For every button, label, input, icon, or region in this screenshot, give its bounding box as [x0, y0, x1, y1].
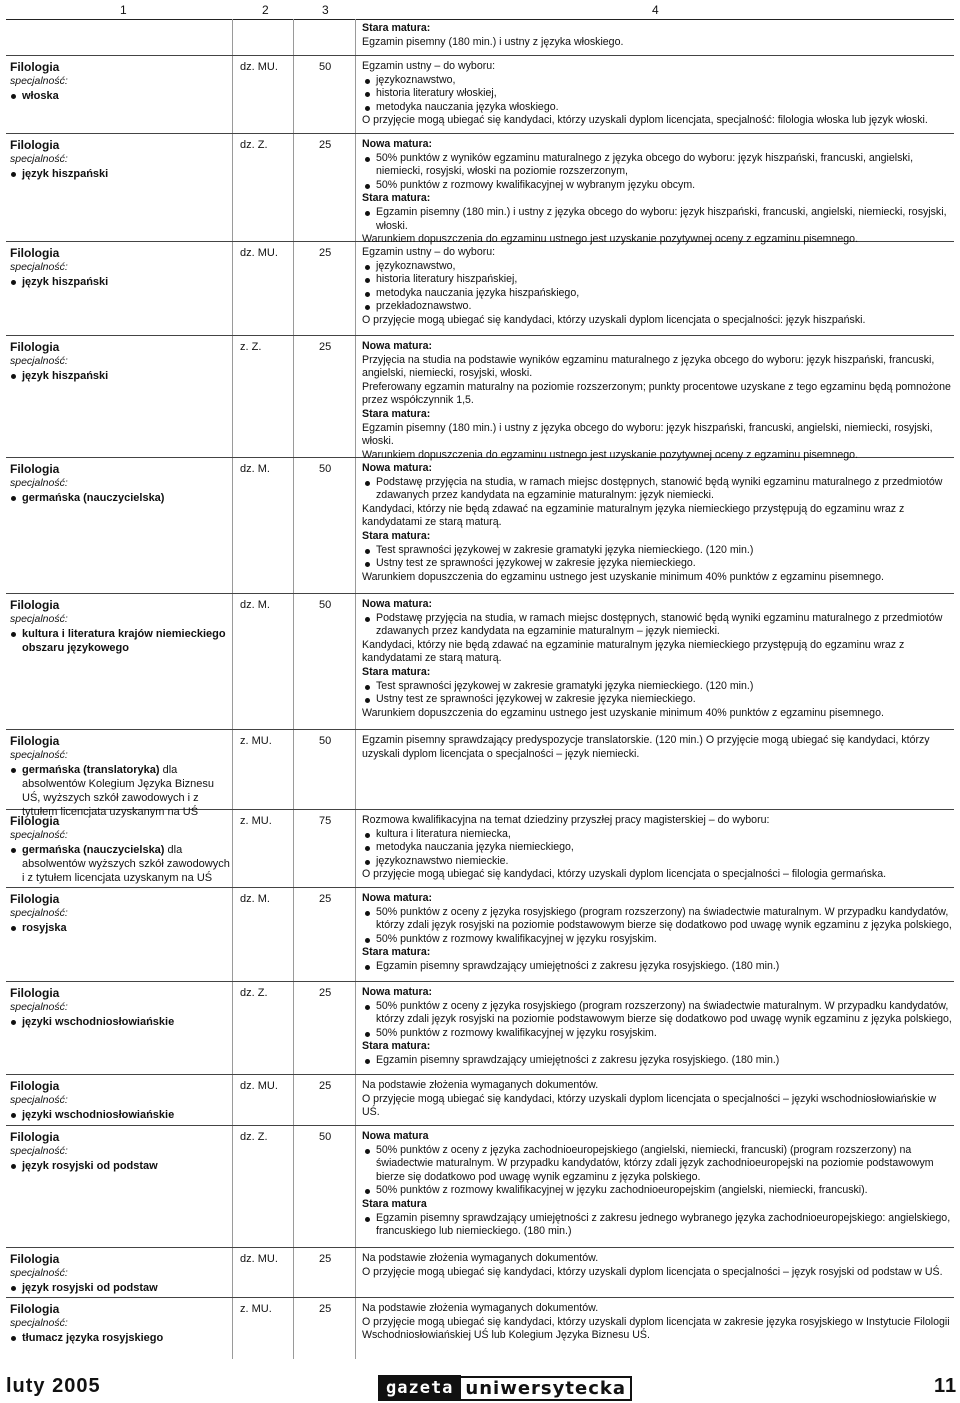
requirement-paragraph: Egzamin pisemny (180 min.) i ustny z języka włoskiego. [362, 35, 624, 48]
requirement-item [362, 557, 952, 571]
requirement-paragraph: O przyjęcie mogą ubiegać się kandydaci, którzy uzyskali dyplom licencjata, specjalność: filologia włoska lub język włoski. [362, 114, 928, 127]
requirements-cell [362, 340, 952, 462]
requirement-text: Podstawę przyjęcia na studia, w ramach miejsc dostępnych, stanowić będą wyniki egzaminu maturalnego z przedmiotów zdawanych przez kandydata na egzaminie maturalnym – język niemiecki. [376, 611, 943, 638]
bullet-icon [11, 94, 16, 99]
faculty-name: Filologia [10, 1302, 60, 1316]
bullet-icon [365, 965, 370, 970]
requirement-paragraph: O przyjęcie mogą ubiegać się kandydaci, którzy uzyskali dyplom licencjata o specjalności – język rosyjski od podstaw w UŚ. [362, 1265, 943, 1278]
faculty-name: Filologia [10, 598, 60, 612]
publication-logo [378, 1375, 632, 1401]
requirement-text: Test sprawności językowej w zakresie gramatyki języka niemieckiego. (120 min.) [376, 543, 754, 556]
row-separator [6, 1074, 954, 1075]
requirement-text: 50% punktów z oceny z języka rosyjskiego (program rozszerzony) na świadectwie maturalnym. W przypadku kandydatów, którzy zdali język rosyjski na poziomie podstawowym bierze się dodatkowo pod uwagę wynik egzaminu z języka polskiego, [376, 999, 952, 1026]
specialty-name: tłumacz języka rosyjskiego [22, 1332, 164, 1344]
requirement-text: metodyka nauczania języka niemieckiego, [376, 841, 574, 854]
requirement-text: metodyka nauczania języka hiszpańskiego, [376, 286, 580, 299]
requirement-item [362, 87, 952, 101]
program-cell [10, 986, 232, 1029]
requirement-text: językoznawstwo, [376, 73, 456, 86]
faculty-name: Filologia [10, 1079, 60, 1093]
row-separator [6, 55, 954, 56]
requirement-text: Test sprawności językowej w zakresie gramatyki języka niemieckiego. (120 min.) [376, 679, 754, 692]
requirement-item [362, 933, 952, 947]
specialty-item [10, 763, 232, 819]
study-mode: dz. Z. [240, 139, 268, 151]
specialty-name: germańska (translatoryka) [22, 764, 160, 776]
requirement-paragraph: Przyjęcia na studia na podstawie wyników egzaminu maturalnego z języka obcego do wyboru: język hiszpański, francuski, angielski, niemiecki, rosyjski, włoski. [362, 353, 935, 380]
row-separator [6, 887, 954, 888]
bullet-icon [11, 768, 16, 773]
requirement-item [362, 1212, 952, 1239]
bullet-icon [11, 848, 16, 853]
places-count: 25 [319, 139, 332, 151]
places-count: 50 [319, 1131, 332, 1143]
specialty-name: rosyjska [22, 922, 67, 934]
requirement-text: 50% punktów z oceny z języka zachodnioeuropejskiego (angielski, niemiecki, francuski) (program rozszerzony) na świadectwie maturalnym. W przypadku kandydatów, którzy zdali język zachodnioeuropejski na poziomie podstawowym bierze się dodatkowo pod uwagę wynik egzaminu z języka polskiego. [376, 1143, 934, 1183]
requirement-paragraph: Na podstawie złożenia wymaganych dokumentów. [362, 1079, 599, 1091]
faculty-name: Filologia [10, 1130, 60, 1144]
requirement-paragraph: Warunkiem dopuszczenia do egzaminu ustnego jest uzyskanie minimum 40% punktów z egzaminu pisemnego. [362, 706, 884, 719]
places-count: 25 [319, 341, 332, 353]
logo-gazeta: gazeta [378, 1375, 461, 1401]
requirements-cell [362, 1302, 952, 1343]
bullet-icon [11, 172, 16, 177]
bullet-icon [365, 1005, 370, 1010]
program-cell [10, 598, 232, 655]
study-mode: z. MU. [240, 815, 272, 827]
requirement-text: historia literatury włoskiej, [376, 87, 497, 100]
requirement-text: historia literatury hiszpańskiej, [376, 273, 518, 286]
program-cell [10, 1302, 232, 1345]
requirement-item [362, 206, 952, 233]
specialty-name: język hiszpański [22, 276, 109, 288]
specialty-label: specjalność: [10, 613, 68, 625]
requirement-text: Egzamin pisemny sprawdzający umiejętności z zakresu języka rosyjskiego. (180 min.) [376, 1053, 780, 1066]
row-separator [6, 133, 954, 134]
places-count: 75 [319, 815, 332, 827]
column-divider [293, 19, 294, 1359]
requirement-item [362, 1184, 952, 1198]
bullet-icon [365, 79, 370, 84]
specialty-name: języki wschodniosłowiańskie [22, 1016, 175, 1028]
specialty-name: język hiszpański [22, 168, 109, 180]
specialty-item [10, 275, 232, 289]
requirements-cell [362, 598, 952, 720]
requirement-paragraph: Na podstawie złożenia wymaganych dokumentów. [362, 1252, 599, 1264]
bullet-icon [365, 106, 370, 111]
specialty-label: specjalność: [10, 1145, 68, 1157]
row-separator [6, 981, 954, 982]
faculty-name: Filologia [10, 892, 60, 906]
requirement-item [362, 476, 952, 503]
places-count: 50 [319, 61, 332, 73]
issue-date: luty 2005 [6, 1375, 101, 1397]
requirement-item [362, 828, 952, 842]
bullet-icon [11, 374, 16, 379]
program-cell [10, 1130, 232, 1173]
requirement-text: metodyka nauczania języka włoskiego. [376, 100, 559, 113]
matura-heading: Stara matura: [362, 1040, 431, 1053]
requirement-text: 50% punktów z rozmowy kwalifikacyjnej w wybranym języku obcym. [376, 178, 696, 191]
study-mode: dz. MU. [240, 61, 278, 73]
specialty-item [10, 1108, 232, 1122]
matura-heading: Stara matura [362, 1197, 427, 1210]
places-count: 50 [319, 463, 332, 475]
requirement-text: Ustny test ze sprawności językowej w zakresie języka niemieckiego. [376, 557, 696, 570]
specialty-item [10, 1015, 232, 1029]
bullet-icon [365, 833, 370, 838]
requirements-cell [362, 1252, 952, 1279]
requirement-text: Egzamin pisemny sprawdzający umiejętności z zakresu jednego wybranego języka zachodnioeuropejskiego: angielskiego, francuskiego lub niemieckiego. (180 min.) [376, 1211, 951, 1238]
matura-heading: Nowa matura [362, 1130, 429, 1142]
specialty-item [10, 369, 232, 383]
row-separator [6, 1125, 954, 1126]
bullet-icon [11, 496, 16, 501]
places-count: 25 [319, 1080, 332, 1092]
bullet-icon [365, 617, 370, 622]
requirement-item [362, 300, 952, 314]
requirement-text: Egzamin pisemny (180 min.) i ustny z języka obcego do wyboru: język hiszpański, francuski, angielski, niemiecki, rosyjski, włoski. [376, 205, 947, 232]
places-count: 25 [319, 1303, 332, 1315]
specialty-label: specjalność: [10, 1001, 68, 1013]
study-mode: dz. MU. [240, 247, 278, 259]
bullet-icon [365, 1189, 370, 1194]
bullet-icon [365, 92, 370, 97]
matura-heading: Stara matura: [362, 946, 431, 959]
specialty-label: specjalność: [10, 1317, 68, 1329]
requirements-cell [362, 986, 952, 1068]
bullet-icon [365, 184, 370, 189]
specialty-item [10, 491, 232, 505]
bullet-icon [365, 549, 370, 554]
program-cell [10, 734, 232, 819]
requirements-cell [362, 138, 952, 247]
bullet-icon [365, 157, 370, 162]
requirement-item [362, 960, 952, 974]
matura-heading: Nowa matura: [362, 598, 433, 610]
bullet-icon [365, 698, 370, 703]
requirement-item [362, 680, 952, 694]
requirement-paragraph: Egzamin ustny – do wyboru: [362, 246, 496, 258]
row-separator [6, 335, 954, 336]
study-mode: z. MU. [240, 1303, 272, 1315]
bullet-icon [365, 1032, 370, 1037]
faculty-name: Filologia [10, 138, 60, 152]
requirement-text: 50% punktów z rozmowy kwalifikacyjnej w języku rosyjskim. [376, 1026, 657, 1039]
places-count: 50 [319, 735, 332, 747]
study-mode: dz. M. [240, 463, 270, 475]
requirement-paragraph: Egzamin pisemny (180 min.) i ustny z języka obcego do wyboru: język hiszpański, francuski, angielski, niemiecki, rosyjski, włoski. [362, 421, 933, 448]
requirement-text: 50% punktów z oceny z języka rosyjskiego (program rozszerzony) na świadectwie maturalnym. W przypadku kandydatów, którzy zdali język rosyjski na poziomie podstawowym bierze się dodatkowo pod uwagę wynik egzaminu z języka polskiego, [376, 905, 952, 932]
requirement-text: Ustny test ze sprawności językowej w zakresie języka niemieckiego. [376, 693, 696, 706]
requirements-cell [362, 892, 952, 974]
requirement-item [362, 1144, 952, 1185]
column-divider [355, 19, 356, 1359]
requirement-text: 50% punktów z rozmowy kwalifikacyjnej w języku rosyjskim. [376, 932, 657, 945]
requirement-text: językoznawstwo niemieckie. [376, 854, 509, 867]
requirements-cell [362, 60, 952, 128]
requirement-paragraph: Preferowany egzamin maturalny na poziomie rozszerzonym; punkty procentowe uzyskane z tego egzaminu będą pomnożone przez współczynnik 1,5. [362, 380, 951, 407]
matura-heading: Stara matura: [362, 529, 431, 542]
study-mode: dz. MU. [240, 1080, 278, 1092]
places-count: 25 [319, 1253, 332, 1265]
requirement-paragraph: Egzamin ustny – do wyboru: [362, 60, 496, 72]
bullet-icon [365, 292, 370, 297]
bullet-icon [365, 860, 370, 865]
matura-heading: Stara matura: [362, 192, 431, 205]
study-mode: z. Z. [240, 341, 262, 353]
requirement-text: kultura i literatura niemiecka, [376, 827, 511, 840]
specialty-name: języki wschodniosłowiańskie [22, 1109, 175, 1121]
specialty-name: język hiszpański [22, 370, 109, 382]
specialty-note: dla absolwentów Kolegium Języka Biznesu UŚ, wyższych szkół zawodowych i z tytułem licencjata uzyskanym na UŚ [22, 764, 214, 818]
faculty-name: Filologia [10, 986, 60, 1000]
specialty-label: specjalność: [10, 1094, 68, 1106]
specialty-item [10, 1281, 232, 1295]
specialty-item [10, 1159, 232, 1173]
requirement-text: 50% punktów z wyników egzaminu maturalnego z języka obcego do wyboru: język hiszpański, francuski, angielski, niemiecki, rosyjski, włoski na poziomie rozszerzonym, [376, 151, 914, 178]
row-separator [6, 1247, 954, 1248]
specialty-label: specjalność: [10, 261, 68, 273]
row-separator [6, 1297, 954, 1298]
requirement-paragraph: O przyjęcie mogą ubiegać się kandydaci, którzy uzyskali dyplom licencjata o specjalności – filologia germańska. [362, 868, 887, 881]
column-header-3: 3 [322, 3, 329, 17]
matura-heading: Stara matura: [362, 22, 431, 34]
matura-heading: Stara matura: [362, 665, 431, 678]
requirement-text: Egzamin pisemny sprawdzający umiejętności z zakresu języka rosyjskiego. (180 min.) [376, 959, 780, 972]
study-mode: dz. Z. [240, 1131, 268, 1143]
row-separator [6, 593, 954, 594]
study-mode: dz. M. [240, 893, 270, 905]
row-separator [6, 729, 954, 730]
specialty-item [10, 627, 232, 655]
column-header-1: 1 [120, 3, 127, 17]
requirement-item [362, 1054, 952, 1068]
study-mode: dz. Z. [240, 987, 268, 999]
specialty-note: dla absolwentów wyższych szkół zawodowych i z tytułem licencjata uzyskanym na UŚ [22, 844, 230, 884]
bullet-icon [11, 632, 16, 637]
program-cell [10, 138, 232, 181]
bullet-icon [11, 1336, 16, 1341]
column-header-2: 2 [262, 3, 269, 17]
requirement-item [362, 179, 952, 193]
requirement-paragraph: Warunkiem dopuszczenia do egzaminu ustnego jest uzyskanie minimum 40% punktów z egzaminu pisemnego. [362, 570, 884, 583]
bullet-icon [365, 1217, 370, 1222]
specialty-name: włoska [22, 90, 59, 102]
program-cell [10, 246, 232, 289]
specialty-label: specjalność: [10, 477, 68, 489]
program-cell [10, 60, 232, 103]
bullet-icon [11, 1286, 16, 1291]
specialty-label: specjalność: [10, 907, 68, 919]
program-cell [10, 1079, 232, 1122]
requirement-item [362, 287, 952, 301]
requirement-paragraph: O przyjęcie mogą ubiegać się kandydaci, którzy uzyskali dyplom licencjata w zakresie języka rosyjskiego w Instytucie Filologii Wschodniosłowiańskiej UŚ lub Kolegium Języka Biznesu UŚ. [362, 1315, 950, 1342]
matura-heading: Nowa matura: [362, 340, 433, 352]
requirement-paragraph: Egzamin pisemny sprawdzający predyspozycje translatorskie. (120 min.) O przyjęcie mogą ubiegać się kandydaci, którzy uzyskali dyplom licencjata o specjalności – język niemiecki. [362, 734, 930, 760]
bullet-icon [11, 280, 16, 285]
requirement-item [362, 152, 952, 179]
requirements-cell [362, 1079, 952, 1120]
faculty-name: Filologia [10, 734, 60, 748]
bullet-icon [11, 1113, 16, 1118]
places-count: 50 [319, 599, 332, 611]
places-count: 25 [319, 893, 332, 905]
bullet-icon [365, 211, 370, 216]
specialty-name: kultura i literatura krajów niemieckiego obszaru językowego [22, 628, 226, 654]
faculty-name: Filologia [10, 462, 60, 476]
faculty-name: Filologia [10, 1252, 60, 1266]
requirements-cell [362, 246, 952, 328]
bullet-icon [365, 265, 370, 270]
requirement-item [362, 101, 952, 115]
specialty-label: specjalność: [10, 75, 68, 87]
study-mode: dz. MU. [240, 1253, 278, 1265]
requirement-paragraph: Warunkiem dopuszczenia do egzaminu ustnego jest uzyskanie pozytywnej oceny z egzaminu pisemnego. [362, 233, 859, 246]
faculty-name: Filologia [10, 814, 60, 828]
specialty-name: germańska (nauczycielska) [22, 492, 165, 504]
requirement-text: 50% punktów z rozmowy kwalifikacyjnej w języku zachodnioeuropejskim (angielski, niemiecki, francuski). [376, 1184, 868, 1197]
requirement-paragraph: O przyjęcie mogą ubiegać się kandydaci, którzy uzyskali dyplom licencjata o specjalności – języki wschodniosłowiańskie w UŚ. [362, 1092, 937, 1119]
specialty-item [10, 1331, 232, 1345]
program-cell [10, 892, 232, 935]
bullet-icon [365, 1149, 370, 1154]
study-mode: dz. M. [240, 599, 270, 611]
bullet-icon [365, 938, 370, 943]
specialty-label: specjalność: [10, 355, 68, 367]
bullet-icon [365, 1059, 370, 1064]
matura-heading: Nowa matura: [362, 462, 433, 474]
requirement-paragraph: Kandydaci, którzy nie będą zdawać na egzaminie maturalnym języka niemieckiego przystępują do egzaminu wraz z kandydatami ze starą maturą. [362, 638, 905, 665]
specialty-label: specjalność: [10, 153, 68, 165]
column-header-4: 4 [652, 3, 659, 17]
matura-heading: Stara matura: [362, 407, 431, 420]
specialty-item [10, 167, 232, 181]
places-count: 25 [319, 247, 332, 259]
requirement-paragraph: O przyjęcie mogą ubiegać się kandydaci, którzy uzyskali dyplom licencjata o specjalności: język hiszpański. [362, 313, 866, 326]
specialty-label: specjalność: [10, 1267, 68, 1279]
bullet-icon [11, 1020, 16, 1025]
places-count: 25 [319, 987, 332, 999]
study-mode: z. MU. [240, 735, 272, 747]
requirement-text: przekładoznawstwo. [376, 300, 472, 313]
requirements-cell [362, 734, 952, 761]
bullet-icon [365, 685, 370, 690]
program-cell [10, 340, 232, 383]
requirement-paragraph: Warunkiem dopuszczenia do egzaminu ustnego jest uzyskanie pozytywnej oceny z egzaminu pisemnego. [362, 448, 859, 461]
matura-heading: Nowa matura: [362, 138, 433, 150]
faculty-name: Filologia [10, 246, 60, 260]
bullet-icon [365, 562, 370, 567]
matura-heading: Nowa matura: [362, 986, 433, 998]
bullet-icon [365, 911, 370, 916]
specialty-name: język rosyjski od podstaw [22, 1282, 158, 1294]
specialty-item [10, 89, 232, 103]
bullet-icon [365, 305, 370, 310]
logo-uniwersytecka: uniwersytecka [461, 1376, 632, 1401]
specialty-item [10, 843, 232, 885]
requirement-item [362, 74, 952, 88]
bullet-icon [365, 481, 370, 486]
header-rule [6, 19, 954, 20]
requirements-cell [362, 22, 952, 49]
requirements-cell [362, 462, 952, 584]
bullet-icon [11, 926, 16, 931]
requirement-item [362, 693, 952, 707]
requirements-cell [362, 1130, 952, 1239]
requirement-item [362, 855, 952, 869]
requirement-item [362, 544, 952, 558]
specialty-name: germańska (nauczycielska) [22, 844, 165, 856]
requirement-text: językoznawstwo, [376, 259, 456, 272]
specialty-item [10, 921, 232, 935]
program-cell [10, 462, 232, 505]
matura-heading: Nowa matura: [362, 892, 433, 904]
program-cell [10, 1252, 232, 1295]
requirement-paragraph: Rozmowa kwalifikacyjna na temat dziedziny przyszłej pracy magisterskiej – do wyboru: [362, 814, 770, 826]
bullet-icon [365, 278, 370, 283]
page-number: 11 [934, 1375, 958, 1397]
faculty-name: Filologia [10, 60, 60, 74]
requirement-item [362, 273, 952, 287]
faculty-name: Filologia [10, 340, 60, 354]
bullet-icon [365, 846, 370, 851]
requirement-item [362, 841, 952, 855]
requirement-text: Podstawę przyjęcia na studia, w ramach miejsc dostępnych, stanowić będą wyniki egzaminu maturalnego z przedmiotów zdawanych przez kandydata na egzaminie maturalnym: język niemiecki. [376, 475, 943, 502]
requirement-item [362, 1027, 952, 1041]
requirements-cell [362, 814, 952, 882]
requirement-paragraph: Na podstawie złożenia wymaganych dokumentów. [362, 1302, 599, 1314]
program-cell [10, 814, 232, 885]
column-divider [232, 19, 233, 1359]
specialty-name: język rosyjski od podstaw [22, 1160, 158, 1172]
specialty-label: specjalność: [10, 829, 68, 841]
bullet-icon [11, 1164, 16, 1169]
requirement-item [362, 1000, 952, 1027]
requirement-item [362, 260, 952, 274]
requirement-item [362, 612, 952, 639]
specialty-label: specjalność: [10, 749, 68, 761]
requirement-item [362, 906, 952, 933]
requirement-paragraph: Kandydaci, którzy nie będą zdawać na egzaminie maturalnym języka niemieckiego przystępują do egzaminu wraz z kandydatami ze starą maturą. [362, 502, 905, 529]
